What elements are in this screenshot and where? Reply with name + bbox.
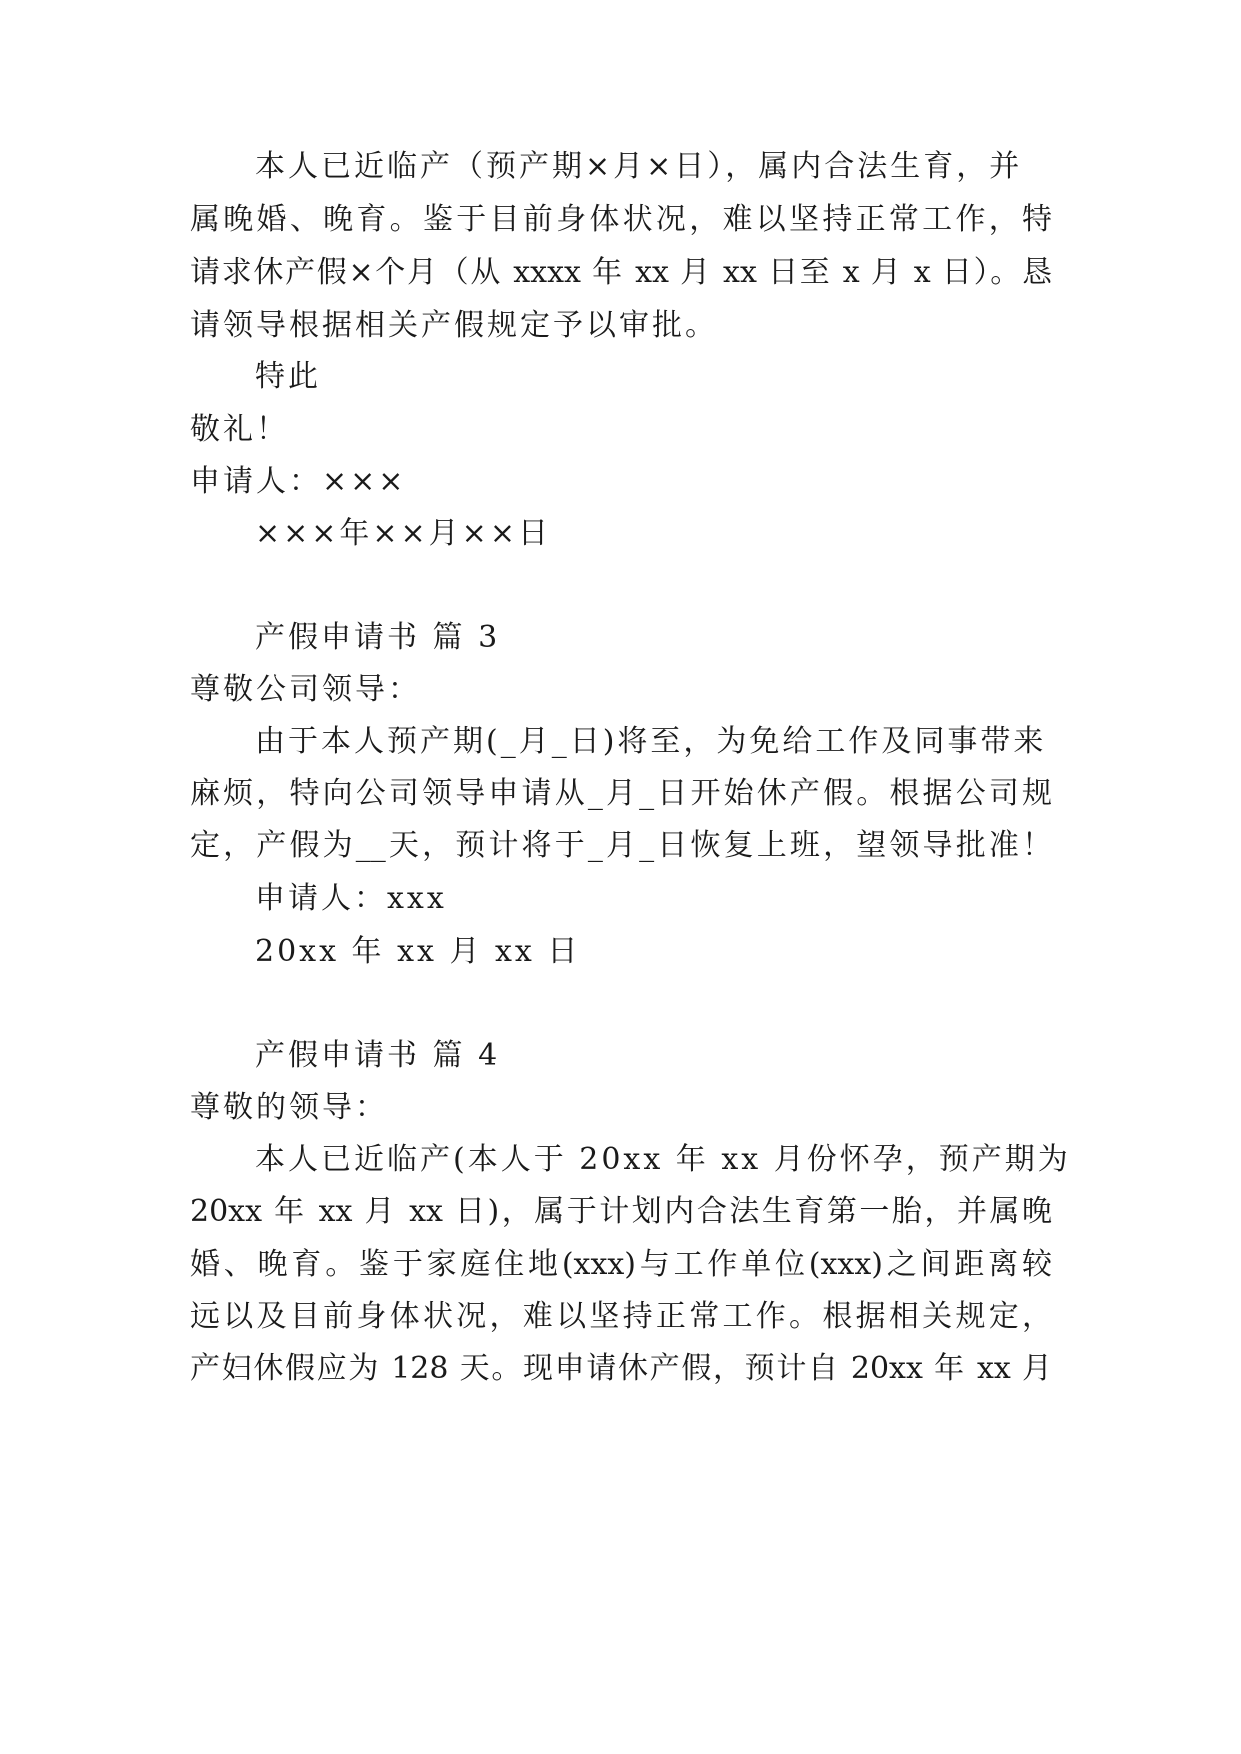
section2-date: ×××年××月××日 — [255, 516, 551, 551]
section4-body-line-4: 远以及目前身体状况，难以坚持正常工作。根据相关规定， — [190, 1299, 1052, 1334]
section2-body-line-1: 本人已近临产（预产期×月×日），属内合法生育，并 — [255, 149, 1023, 184]
section4-addressee: 尊敬的领导： — [190, 1090, 388, 1125]
section3-applicant: 申请人：xxx — [255, 881, 447, 916]
section3-body-line-1: 由于本人预产期(_月_日)将至，为免给工作及同事带来 — [255, 724, 1047, 759]
section4-body-line-1: 本人已近临产(本人于 20xx 年 xx 月份怀孕，预产期为 — [255, 1142, 1071, 1177]
section4-body-line-5: 产妇休假应为 128 天。现申请休产假，预计自 20xx 年 xx 月 — [190, 1351, 1052, 1386]
section2-body-line-4: 请领导根据相关产假规定予以审批。 — [190, 308, 718, 343]
section2-body-line-3: 请求休产假×个月（从 xxxx 年 xx 月 xx 日至 x 月 x 日）。恳 — [190, 255, 1052, 290]
section3-heading: 产假申请书 篇 3 — [255, 620, 501, 655]
section4-heading: 产假申请书 篇 4 — [255, 1038, 501, 1073]
section3-body-line-3: 定，产假为__天，预计将于_月_日恢复上班，望领导批准！ — [190, 828, 1052, 863]
section4-body-line-3: 婚、晚育。鉴于家庭住地(xxx)与工作单位(xxx)之间距离较 — [190, 1247, 1052, 1282]
section2-body-line-2: 属晚婚、晚育。鉴于目前身体状况，难以坚持正常工作，特 — [190, 202, 1052, 237]
section4-body-line-2: 20xx 年 xx 月 xx 日)，属于计划内合法生育第一胎，并属晚 — [190, 1194, 1052, 1229]
section2-salute: 敬礼！ — [190, 412, 289, 447]
section3-body-line-2: 麻烦，特向公司领导申请从_月_日开始休产假。根据公司规 — [190, 776, 1052, 811]
section2-closing: 特此 — [255, 359, 321, 394]
section3-date: 20xx 年 xx 月 xx 日 — [255, 934, 581, 969]
section3-addressee: 尊敬公司领导： — [190, 672, 421, 707]
section2-applicant: 申请人：××× — [190, 464, 407, 499]
